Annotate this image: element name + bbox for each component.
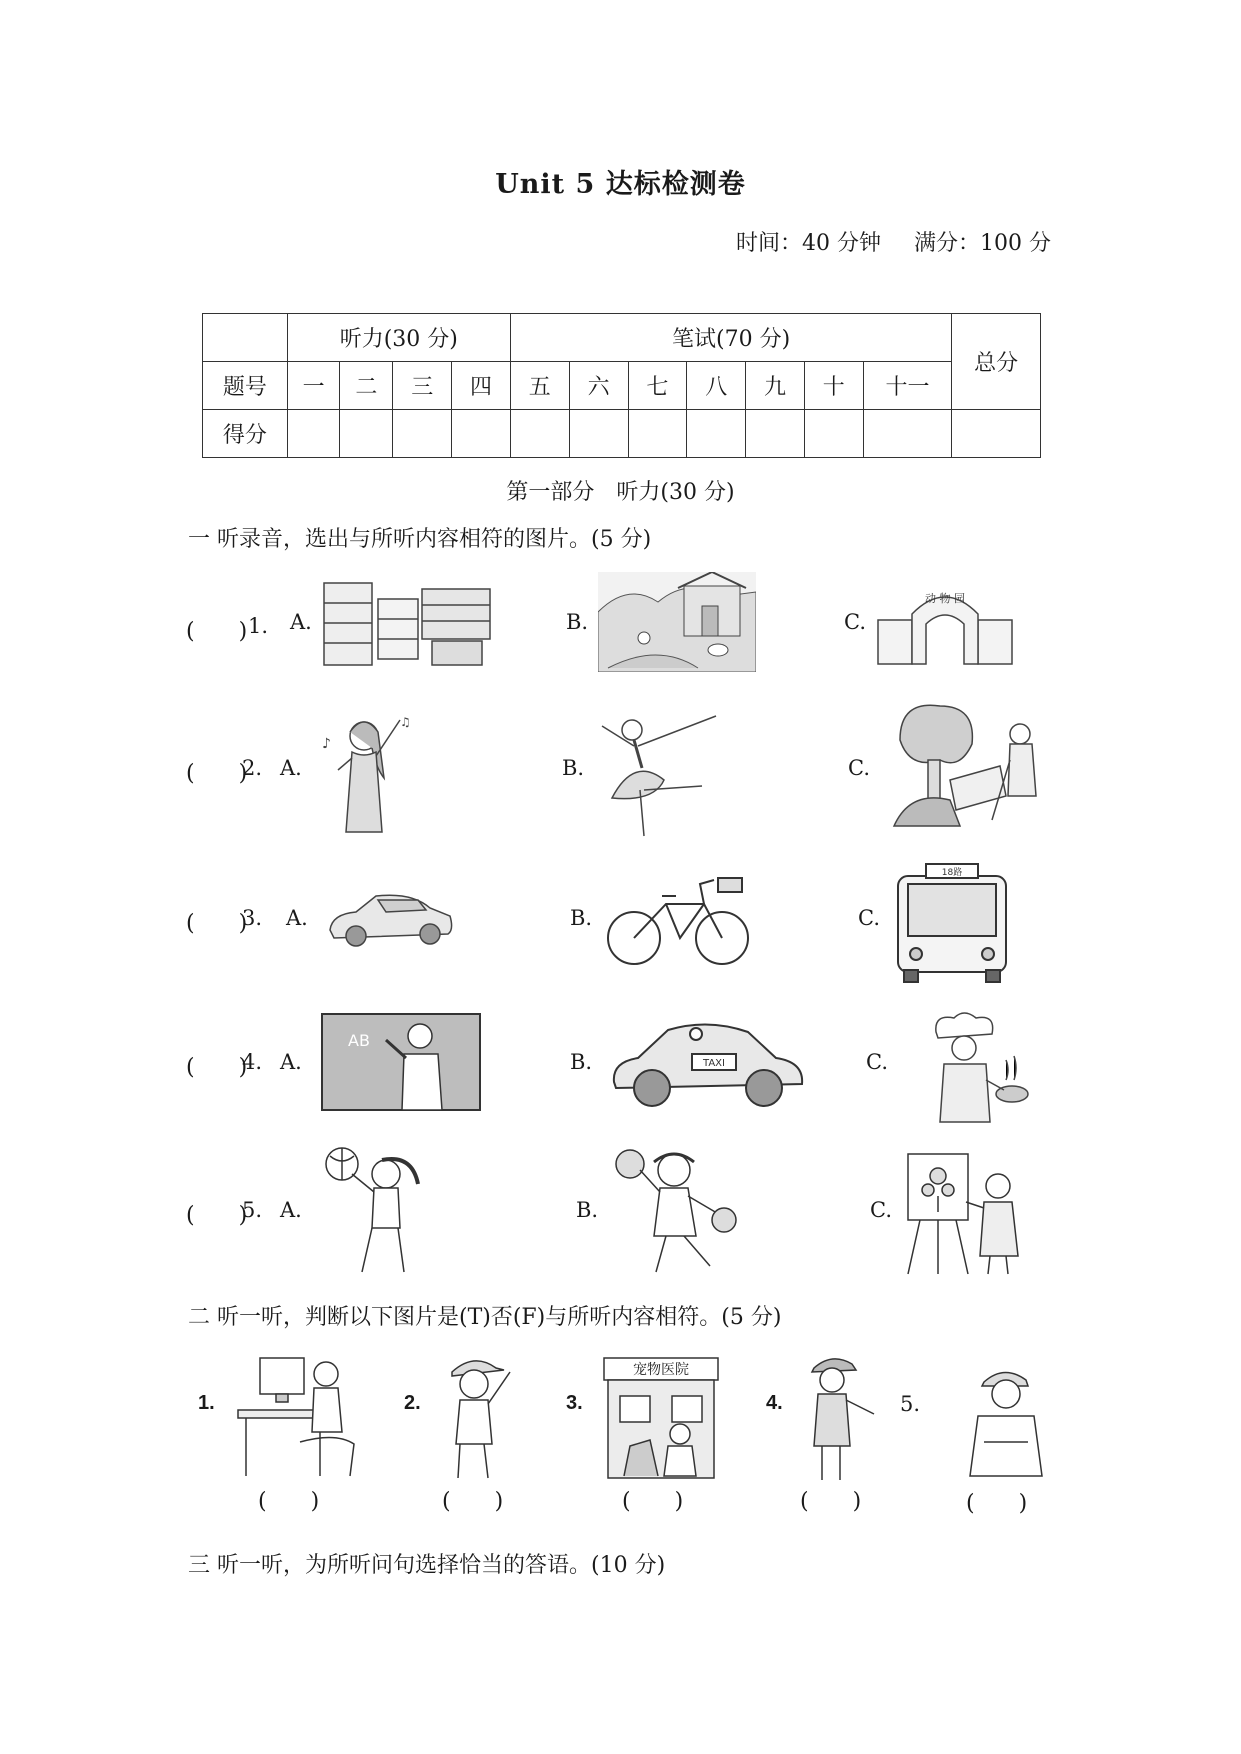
svg-text:TAXI: TAXI <box>703 1058 725 1069</box>
svg-text:动 物 园: 动 物 园 <box>925 592 965 605</box>
option-b-label: B. <box>566 610 589 634</box>
score-cell[interactable] <box>510 410 569 458</box>
answer-paren[interactable]: ( ) <box>442 1489 504 1514</box>
section-number: 七 <box>628 362 687 410</box>
answer-paren[interactable]: ( ) <box>258 1489 320 1514</box>
option-c-label: C. <box>866 1050 888 1074</box>
option-a-label: A. <box>280 1050 302 1074</box>
zoo-gate-icon[interactable] <box>876 580 1014 666</box>
option-a-label: A. <box>290 610 312 634</box>
answer-paren[interactable]: ( ) <box>186 619 248 644</box>
section-number: 十 <box>804 362 863 410</box>
question-number: 5. <box>242 1198 263 1222</box>
question-number: 2. <box>242 756 263 780</box>
score-cell[interactable] <box>340 410 393 458</box>
computer-worker-icon[interactable] <box>236 1352 358 1480</box>
score-cell[interactable] <box>569 410 628 458</box>
police-officer-icon[interactable] <box>798 1350 878 1484</box>
item-number: 2. <box>404 1392 421 1414</box>
answer-paren[interactable]: ( ) <box>186 911 248 936</box>
score-cell[interactable] <box>804 410 863 458</box>
section3-heading: 三 听一听，为所听问句选择恰当的答语。(10 分) <box>188 1553 666 1578</box>
cheerleader-icon[interactable] <box>610 1140 740 1276</box>
answer-paren[interactable]: ( ) <box>800 1489 862 1514</box>
farm-icon[interactable] <box>598 572 756 672</box>
cook-icon[interactable] <box>914 1010 1030 1126</box>
writing-header: 笔试(70 分) <box>510 314 951 362</box>
supermarket-icon[interactable] <box>322 575 494 667</box>
section-number: 三 <box>393 362 452 410</box>
section-number: 五 <box>510 362 569 410</box>
svg-text:AB: AB <box>348 1031 370 1050</box>
taxi-icon[interactable] <box>608 1018 808 1114</box>
score-cell[interactable] <box>687 410 746 458</box>
score-table <box>202 313 1041 458</box>
worker-icon[interactable] <box>964 1362 1048 1478</box>
bicycle-icon[interactable] <box>606 874 750 970</box>
cleaner-icon[interactable] <box>890 700 1046 830</box>
score-table-corner <box>203 314 288 362</box>
answer-paren[interactable]: ( ) <box>622 1489 684 1514</box>
time-info <box>736 226 1051 257</box>
item-number: 1. <box>198 1392 215 1414</box>
teacher-icon[interactable] <box>320 1012 482 1112</box>
volleyball-player-icon[interactable] <box>322 1144 432 1276</box>
question-number: 4. <box>242 1050 263 1074</box>
question-number: 1. <box>248 614 269 638</box>
section-number: 一 <box>287 362 340 410</box>
section-number: 八 <box>687 362 746 410</box>
page-title: Unit 5 达标检测卷 <box>495 169 746 200</box>
svg-text:♫: ♫ <box>400 715 411 729</box>
section-number: 四 <box>452 362 511 410</box>
svg-text:♪: ♪ <box>322 736 331 752</box>
score-cell[interactable] <box>628 410 687 458</box>
item-number: 5. <box>900 1392 921 1416</box>
section1-heading: 一 听录音，选出与所听内容相符的图片。(5 分) <box>188 527 652 552</box>
full-score: 满分：100 分 <box>914 231 1051 256</box>
option-a-label: A. <box>280 756 302 780</box>
answer-paren[interactable]: ( ) <box>966 1491 1028 1516</box>
section-number: 十一 <box>863 362 952 410</box>
option-a-label: A. <box>286 906 308 930</box>
item-number: 4. <box>766 1392 783 1414</box>
score-cell[interactable] <box>452 410 511 458</box>
option-c-label: C. <box>844 610 866 634</box>
option-c-label: C. <box>870 1198 892 1222</box>
row-label-score: 得分 <box>203 410 288 458</box>
part-one-heading: 第一部分 听力(30 分) <box>506 480 735 505</box>
option-c-label: C. <box>848 756 870 780</box>
score-cell[interactable] <box>746 410 805 458</box>
section-number: 二 <box>340 362 393 410</box>
option-b-label: B. <box>562 756 585 780</box>
listening-header: 听力(30 分) <box>287 314 510 362</box>
question-number: 3. <box>242 906 263 930</box>
item-number: 3. <box>566 1392 583 1414</box>
bus-icon[interactable] <box>894 862 1010 984</box>
section-number: 九 <box>746 362 805 410</box>
option-b-label: B. <box>570 906 593 930</box>
pet-hospital-sign: 宠物医院 <box>633 1362 689 1378</box>
score-cell[interactable] <box>393 410 452 458</box>
score-cell[interactable] <box>863 410 952 458</box>
option-b-label: B. <box>570 1050 593 1074</box>
boy-cap-icon[interactable] <box>438 1352 518 1484</box>
option-b-label: B. <box>576 1198 599 1222</box>
option-a-label: A. <box>280 1198 302 1222</box>
option-c-label: C. <box>858 906 880 930</box>
score-cell[interactable] <box>952 410 1041 458</box>
time-limit: 时间：40 分钟 <box>736 231 881 256</box>
answer-paren[interactable]: ( ) <box>186 761 248 786</box>
score-cell[interactable] <box>287 410 340 458</box>
section2-heading: 二 听一听，判断以下图片是(T)否(F)与所听内容相符。(5 分) <box>188 1305 782 1330</box>
svg-text:18路: 18路 <box>941 868 963 878</box>
dancer-icon[interactable] <box>594 706 720 838</box>
row-label-number: 题号 <box>203 362 288 410</box>
singer-icon[interactable] <box>316 708 416 834</box>
section-number: 六 <box>569 362 628 410</box>
car-icon[interactable] <box>326 890 456 952</box>
total-header: 总分 <box>952 314 1041 410</box>
answer-paren[interactable]: ( ) <box>186 1055 248 1080</box>
painter-icon[interactable] <box>900 1146 1024 1276</box>
pet-hospital-icon[interactable] <box>600 1356 722 1480</box>
answer-paren[interactable]: ( ) <box>186 1203 248 1228</box>
